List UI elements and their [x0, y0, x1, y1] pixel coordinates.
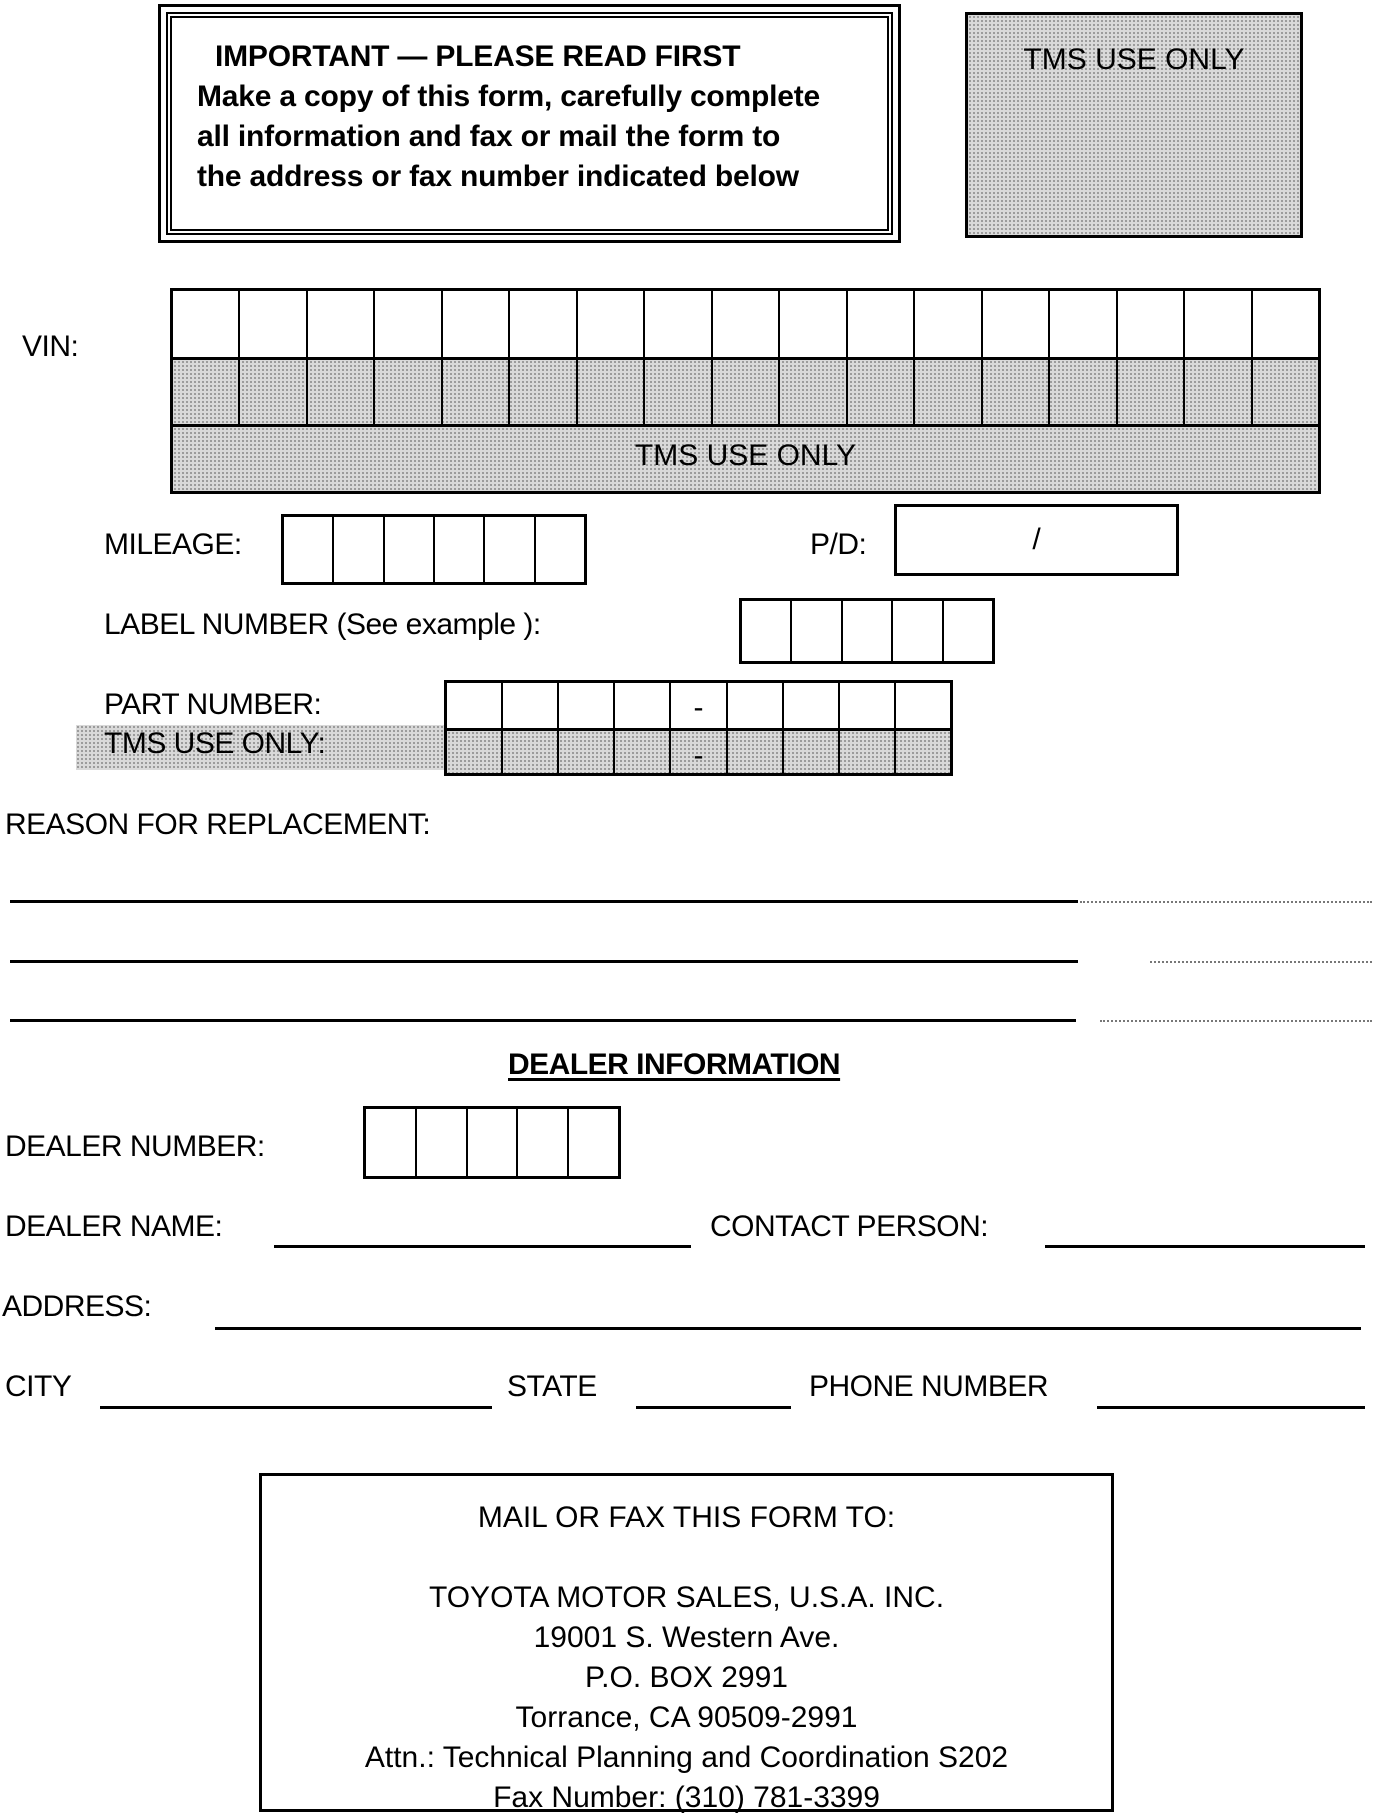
vin-character-cell [983, 291, 1050, 357]
state-label: STATE [507, 1370, 597, 1403]
vin-tms-cell [713, 360, 780, 424]
mileage-input[interactable] [281, 514, 587, 585]
label-number-cell[interactable] [893, 601, 943, 661]
notice-text [197, 37, 820, 197]
vin-character-cell [713, 291, 780, 357]
address-line[interactable] [215, 1327, 1361, 1330]
part-number-cell[interactable] [784, 683, 840, 728]
vin-character-cell [1185, 291, 1252, 357]
vin-character-cell [645, 291, 712, 357]
mail-fax: Fax Number: (310) 781-3399 [493, 1781, 880, 1814]
tms-use-only-label: TMS USE ONLY [1023, 43, 1245, 76]
notice-line-3: the address or fax number indicated below [197, 160, 799, 193]
dealer-name-line[interactable] [274, 1245, 691, 1248]
vin-tms-cell [983, 360, 1050, 424]
reason-line-1-faint [1080, 901, 1372, 903]
vin-tms-row [170, 357, 1321, 427]
mail-po-box: P.O. BOX 2991 [585, 1661, 788, 1694]
vin-tms-cell [173, 360, 240, 424]
reason-label: REASON FOR REPLACEMENT: [5, 808, 431, 841]
part-number-separator: - [693, 739, 704, 772]
vin-label: VIN: [22, 330, 79, 363]
mileage-digit-cell[interactable] [536, 517, 584, 582]
reason-line-2-faint [1150, 961, 1372, 963]
label-number-cell[interactable] [944, 601, 992, 661]
part-number-tms-cell [615, 731, 671, 773]
contact-person-label: CONTACT PERSON: [710, 1210, 989, 1243]
phone-line[interactable] [1097, 1406, 1365, 1409]
vin-character-cell [848, 291, 915, 357]
label-number-label: LABEL NUMBER (See example ): [104, 608, 541, 641]
vin-tms-cell [645, 360, 712, 424]
vin-tms-cell [510, 360, 577, 424]
tms-use-only-box [965, 12, 1303, 238]
dealer-number-cell[interactable] [518, 1109, 569, 1176]
mail-to-text [262, 1498, 1111, 1818]
reason-line-2[interactable] [10, 960, 1078, 963]
mail-street: 19001 S. Western Ave. [533, 1621, 840, 1654]
vin-character-cell [308, 291, 375, 357]
vin-character-cell [578, 291, 645, 357]
vin-character-cell [375, 291, 442, 357]
dealer-number-input[interactable] [363, 1106, 621, 1179]
vin-tms-cell [308, 360, 375, 424]
pd-input[interactable] [894, 504, 1179, 576]
vin-character-cell [1253, 291, 1318, 357]
part-number-cell[interactable] [503, 683, 559, 728]
part-number-cell[interactable] [840, 683, 896, 728]
mileage-digit-cell[interactable] [435, 517, 485, 582]
vin-tms-cell [915, 360, 982, 424]
mail-city: Torrance, CA 90509-2991 [515, 1701, 858, 1734]
part-number-tms-cell [503, 731, 559, 773]
part-number-tms-cell [559, 731, 615, 773]
vin-tms-cell [443, 360, 510, 424]
part-number-cell[interactable] [559, 683, 615, 728]
vin-character-cell [173, 291, 240, 357]
vin-character-cell [780, 291, 847, 357]
pd-separator: / [1032, 523, 1041, 556]
part-number-tms-cell [896, 731, 950, 773]
part-number-tms-cell [447, 731, 503, 773]
label-number-cell[interactable] [742, 601, 792, 661]
address-label: ADDRESS: [2, 1290, 152, 1323]
part-number-cell[interactable] [447, 683, 503, 728]
part-number-tms-cell [840, 731, 896, 773]
part-number-tms-cell [671, 731, 727, 773]
vin-tms-cell [848, 360, 915, 424]
dealer-number-cell[interactable] [569, 1109, 618, 1176]
vin-character-cell [1118, 291, 1185, 357]
label-number-input[interactable] [739, 598, 995, 664]
mail-company: TOYOTA MOTOR SALES, U.S.A. INC. [428, 1581, 945, 1614]
important-notice-box [158, 4, 901, 243]
vin-tms-cell [240, 360, 307, 424]
label-number-cell[interactable] [792, 601, 842, 661]
dealer-number-cell[interactable] [417, 1109, 468, 1176]
notice-line-1: Make a copy of this form, carefully complete [197, 80, 821, 113]
dealer-name-label: DEALER NAME: [5, 1210, 223, 1243]
city-line[interactable] [100, 1406, 492, 1409]
part-number-cell[interactable] [728, 683, 784, 728]
vin-character-cell [443, 291, 510, 357]
vin-tms-label: TMS USE ONLY [634, 439, 857, 472]
reason-line-3[interactable] [10, 1019, 1076, 1022]
vin-input-row [170, 288, 1321, 360]
state-line[interactable] [636, 1406, 791, 1409]
reason-line-1[interactable] [10, 900, 1078, 903]
part-number-input[interactable] [444, 680, 953, 731]
mail-to-box [259, 1473, 1114, 1812]
vin-character-cell [510, 291, 577, 357]
notice-line-2: all information and fax or mail the form to [197, 120, 781, 153]
part-number-cell[interactable] [671, 683, 727, 728]
vin-tms-strip [173, 427, 1318, 491]
notice-title: IMPORTANT — PLEASE READ FIRST [215, 40, 741, 73]
phone-label: PHONE NUMBER [809, 1370, 1049, 1403]
reason-line-3-faint [1100, 1020, 1372, 1022]
label-number-cell[interactable] [843, 601, 893, 661]
vin-tms-cell [1050, 360, 1117, 424]
part-number-tms-cell [784, 731, 840, 773]
contact-person-line[interactable] [1045, 1245, 1365, 1248]
mileage-digit-cell[interactable] [284, 517, 334, 582]
vin-character-cell [1050, 291, 1117, 357]
dealer-number-cell[interactable] [366, 1109, 417, 1176]
part-number-label: PART NUMBER: [104, 688, 322, 721]
mileage-digit-cell[interactable] [334, 517, 384, 582]
part-number-cell[interactable] [615, 683, 671, 728]
vin-tms-cell [1253, 360, 1318, 424]
part-number-cell[interactable] [896, 683, 950, 728]
mileage-label: MILEAGE: [104, 528, 242, 561]
pd-label: P/D: [810, 528, 867, 561]
vin-tms-cell [375, 360, 442, 424]
vin-character-cell [915, 291, 982, 357]
city-label: CITY [5, 1370, 72, 1403]
vin-tms-cell [1185, 360, 1252, 424]
part-number-separator: - [693, 691, 704, 724]
mail-heading: MAIL OR FAX THIS FORM TO: [477, 1501, 896, 1534]
mileage-digit-cell[interactable] [485, 517, 535, 582]
dealer-section-title: DEALER INFORMATION [508, 1048, 841, 1081]
vin-tms-cell [578, 360, 645, 424]
mileage-digit-cell[interactable] [385, 517, 435, 582]
vin-character-cell [240, 291, 307, 357]
vin-tms-cell [1118, 360, 1185, 424]
vin-grid [170, 288, 1321, 494]
mail-attn: Attn.: Technical Planning and Coordination S202 [364, 1741, 1009, 1774]
dealer-number-label: DEALER NUMBER: [5, 1130, 265, 1163]
part-number-tms-row [444, 728, 953, 776]
part-number-tms-cell [728, 731, 784, 773]
dealer-number-cell[interactable] [468, 1109, 519, 1176]
part-tms-label: TMS USE ONLY: [104, 727, 326, 760]
vin-tms-cell [780, 360, 847, 424]
